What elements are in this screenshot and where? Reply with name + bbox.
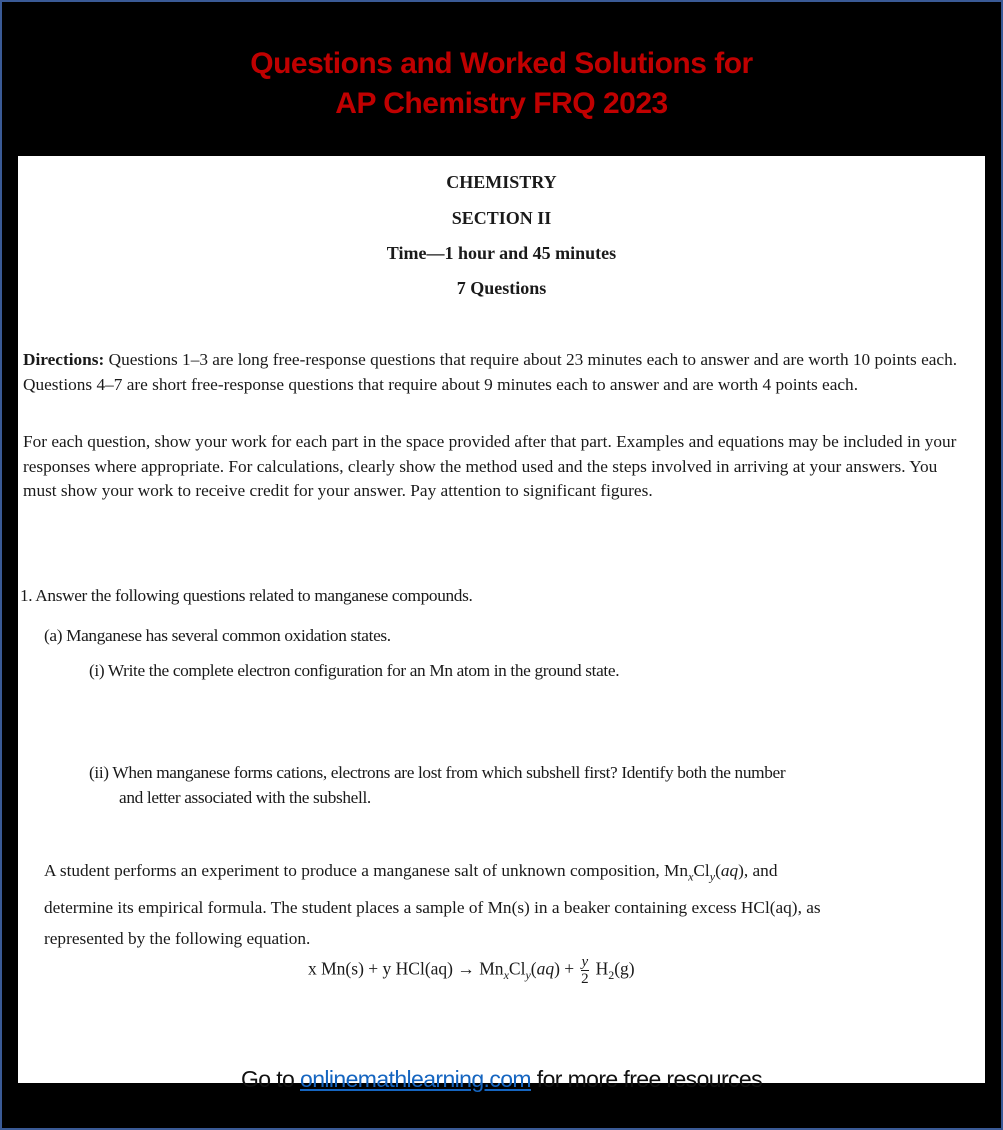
question-1-stem xyxy=(20,584,472,609)
reaction-equation: x Mn(s) + y $HCl(aq) \to Mn_xCl_y(aq)$ + $\frac{y}{2}$ $H_2(g)$ xyxy=(308,954,635,987)
document-page xyxy=(18,156,985,1083)
experiment-line3: represented by the following equation. xyxy=(44,929,311,949)
doc-section: SECTION II xyxy=(451,208,552,228)
directions-paragraph-2: For each question, show your work for each part in the space provided after that part. Examples and equations may be included in your responses where appropriate. For calculations, clearly show the method used and the steps involved in arriving at your answers. You must show your work to receive credit for your answer. Pay attention to significant figures. xyxy=(23,432,957,500)
experiment-line1: A student performs an experiment to produce a manganese salt of unknown composition, $Mn_xCl_y(aq)$, and xyxy=(44,861,778,884)
part-a-ii-line2: and letter associated with the subshell. xyxy=(119,787,371,807)
question-1-part-a-ii xyxy=(89,761,785,810)
question-stem: Answer the following questions related to manganese compounds. xyxy=(35,586,473,605)
question-1-part-a-i: (i) Write the complete electron configuration for an Mn atom in the ground state. xyxy=(89,661,620,680)
doc-subject: CHEMISTRY xyxy=(446,172,557,192)
doc-time: Time—1 hour and 45 minutes xyxy=(386,243,617,263)
equation-fraction: $\frac{y}{2}$ xyxy=(581,954,589,987)
part-a-ii-line1: (ii) When manganese forms cations, electrons are lost from which subshell first? Identify both the number xyxy=(89,763,786,782)
banner-title-line1: Questions and Worked Solutions for xyxy=(250,47,753,80)
footer-link[interactable]: onlinemathlearning.com xyxy=(300,1066,531,1092)
footer-prefix: Go to xyxy=(240,1066,300,1092)
experiment-line2: determine its empirical formula. The student places a sample of Mn(s) in a beaker containing excess HCl(aq), as xyxy=(44,898,821,918)
directions-label: Directions: xyxy=(23,350,105,369)
footer-suffix: for more free resources xyxy=(531,1066,763,1092)
question-1-part-a: (a) Manganese has several common oxidation states. xyxy=(44,626,391,645)
directions-paragraph xyxy=(23,348,968,397)
banner-title xyxy=(0,44,1003,124)
question-number: 1. xyxy=(20,586,33,605)
banner-title-line2: AP Chemistry FRQ 2023 xyxy=(335,87,668,120)
footer-note xyxy=(0,1066,1003,1092)
directions-text: Questions 1–3 are long free-response questions that require about 23 minutes each to answer and are worth 10 points each. Questions 4–7 are short free-response questions that require about 9 minutes each to answer and are worth 4 points each. xyxy=(23,350,958,394)
doc-question-count: 7 Questions xyxy=(456,278,547,298)
equation-lhs: x Mn(s) + y HCl(aq) → Mn xyxy=(308,958,504,979)
experiment-paragraph xyxy=(44,855,821,954)
